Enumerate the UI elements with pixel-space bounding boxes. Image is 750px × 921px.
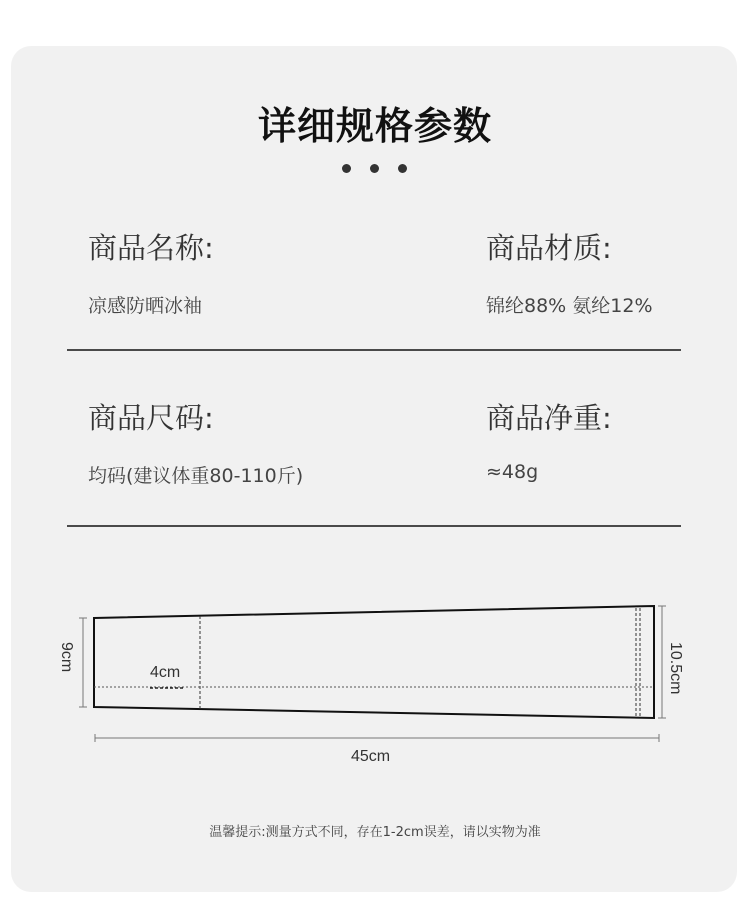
decorative-dots xyxy=(341,164,409,173)
spec-weight-value: ≈48g xyxy=(486,461,539,483)
spec-size-value: 均码(建议体重80-110斤) xyxy=(88,465,304,487)
spec-name-value: 凉感防晒冰袖 xyxy=(88,295,203,317)
dot-icon xyxy=(398,164,407,173)
dot-icon xyxy=(370,164,379,173)
left-height-label: 9cm xyxy=(58,642,75,673)
spec-material-label: 商品材质: xyxy=(486,231,612,265)
right-height-label: 10.5cm xyxy=(667,642,684,695)
dot-icon xyxy=(342,164,351,173)
spec-name-label: 商品名称: xyxy=(88,231,214,265)
spec-size-label: 商品尺码: xyxy=(88,401,214,435)
divider xyxy=(67,349,681,351)
spec-material-value: 锦纶88% 氨纶12% xyxy=(486,295,653,317)
sleeve-outline xyxy=(94,606,654,718)
length-label: 45cm xyxy=(351,748,391,765)
sleeve-dimension-diagram xyxy=(40,590,700,770)
cuff-width-label: 4cm xyxy=(150,664,181,681)
page-title: 详细规格参数 xyxy=(257,104,492,148)
footer-notice: 温馨提示:测量方式不同，存在1-2cm误差，请以实物为准 xyxy=(209,825,541,840)
spec-weight-label: 商品净重: xyxy=(486,401,612,435)
divider xyxy=(67,525,681,527)
